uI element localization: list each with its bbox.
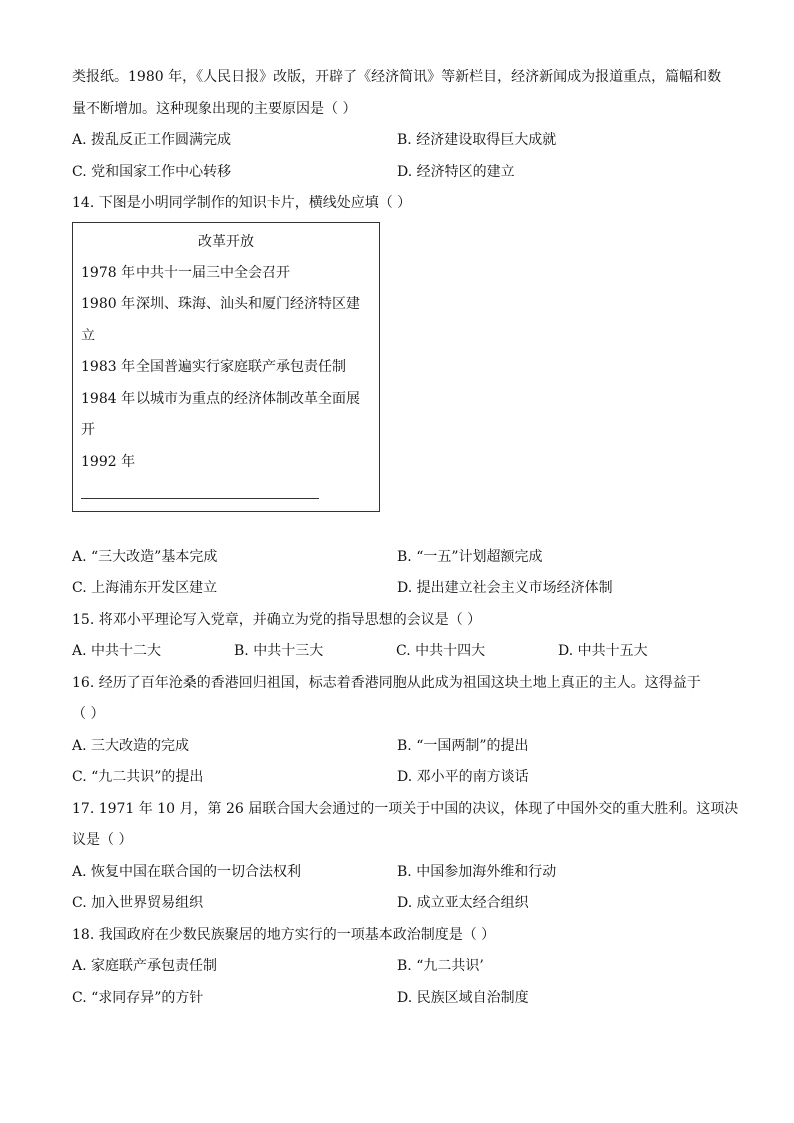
- q15-option-a[interactable]: A. 中共十二大: [72, 643, 162, 659]
- q14-option-d[interactable]: D. 提出建立社会主义市场经济体制: [397, 580, 613, 596]
- q14-option-c[interactable]: C. 上海浦东开发区建立: [72, 580, 218, 596]
- q14-option-a[interactable]: A. “三大改造”基本完成: [72, 548, 218, 565]
- spacer: [72, 512, 722, 542]
- q16-option-b[interactable]: B. “一国两制”的提出: [397, 737, 529, 754]
- q17-option-c[interactable]: C. 加入世界贸易组织: [72, 895, 204, 911]
- q13-options-row1: [72, 125, 722, 157]
- answer-blank-line: [81, 497, 319, 499]
- q14-option-b[interactable]: B. “一五”计划超额完成: [397, 548, 543, 565]
- card-event: 中共十一届三中全会召开: [136, 264, 290, 281]
- q16-line1: 16. 经历了百年沧桑的香港回归祖国，标志着香港同胞从此成为祖国这块土地上真正的主人。这得益于: [72, 674, 701, 691]
- card-item: [81, 258, 371, 290]
- card-item: [81, 447, 371, 479]
- card-event: 以城市为重点的经济体制改革全面展开: [81, 390, 360, 438]
- q13-line1: 类报纸。1980 年，《人民日报》改版，开辟了《经济简讯》等新栏目，经济新闻成为报道重点，篇幅和数: [72, 69, 722, 85]
- card-item: [81, 384, 371, 447]
- q16-options-row2: [72, 762, 722, 794]
- q17-line1: 17. 1971 年 10 月，第 26 届联合国大会通过的一项关于中国的决议，体现了中国外交的重大胜利。这项决: [72, 800, 739, 817]
- q15-stem: 15. 将邓小平理论写入党章，并确立为党的指导思想的会议是（ ）: [72, 611, 482, 628]
- q14-stem: 14. 下图是小明同学制作的知识卡片，横线处应填（ ）: [72, 195, 412, 211]
- q15-option-d[interactable]: D. 中共十五大: [558, 643, 648, 659]
- q17-option-b[interactable]: B. 中国参加海外维和行动: [397, 863, 557, 880]
- q15-option-c[interactable]: C. 中共十四大: [396, 643, 486, 659]
- card-year: 1983 年: [81, 359, 136, 375]
- q18-option-a[interactable]: A. 家庭联产承包责任制: [72, 958, 218, 974]
- card-title: 改革开放: [198, 233, 254, 250]
- card-event: 深圳、珠海、汕头和厦门经济特区建立: [81, 296, 360, 344]
- q13-option-c[interactable]: C. 党和国家工作中心转移: [72, 163, 232, 180]
- q16-option-c[interactable]: C. “九二共识”的提出: [72, 769, 204, 785]
- knowledge-card: [72, 222, 380, 512]
- q18-stem: 18. 我国政府在少数民族聚居的地方实行的一项基本政治制度是（ ）: [72, 926, 496, 943]
- card-year: 1980 年: [81, 296, 136, 312]
- q17-options-row1: [72, 857, 722, 889]
- q18-options-row2: [72, 983, 722, 1015]
- q16-line2: （ ）: [72, 706, 105, 722]
- q17-option-d[interactable]: D. 成立亚太经合组织: [397, 895, 529, 911]
- q17-option-a[interactable]: A. 恢复中国在联合国的一切合法权利: [72, 863, 302, 880]
- q16-option-a[interactable]: A. 三大改造的完成: [72, 737, 190, 754]
- q13-options-row2: [72, 157, 722, 189]
- card-item: [81, 352, 371, 384]
- q15-options-row: [72, 636, 722, 668]
- q16-options-row1: [72, 731, 722, 763]
- q18-option-b[interactable]: B. “九二共识’: [397, 958, 484, 974]
- q17-options-row2: [72, 888, 722, 920]
- q14-options-row2: [72, 573, 722, 605]
- card-item: [81, 289, 371, 352]
- q18-options-row1: [72, 951, 722, 983]
- q13-option-a[interactable]: A. 拨乱反正工作圆满完成: [72, 132, 232, 148]
- exam-page: [72, 62, 739, 1014]
- q15-option-b[interactable]: B. 中共十三大: [234, 643, 324, 659]
- q18-option-c[interactable]: C. “求同存异”的方针: [72, 989, 204, 1006]
- q18-option-d[interactable]: D. 民族区域自治制度: [397, 989, 529, 1006]
- card-year: 1992 年: [81, 453, 136, 470]
- q16-option-d[interactable]: D. 邓小平的南方谈话: [397, 769, 529, 785]
- card-event: 全国普遍实行家庭联产承包责任制: [136, 359, 346, 375]
- q13-line2: 量不断增加。这种现象出现的主要原因是（ ）: [72, 100, 357, 117]
- card-year: 1984 年: [81, 390, 136, 407]
- card-year: 1978 年: [81, 264, 136, 281]
- q14-options-row1: [72, 542, 722, 574]
- q17-line2: 议是（ ）: [72, 832, 133, 848]
- q13-option-b[interactable]: B. 经济建设取得巨大成就: [397, 132, 557, 148]
- q13-option-d[interactable]: D. 经济特区的建立: [397, 163, 515, 180]
